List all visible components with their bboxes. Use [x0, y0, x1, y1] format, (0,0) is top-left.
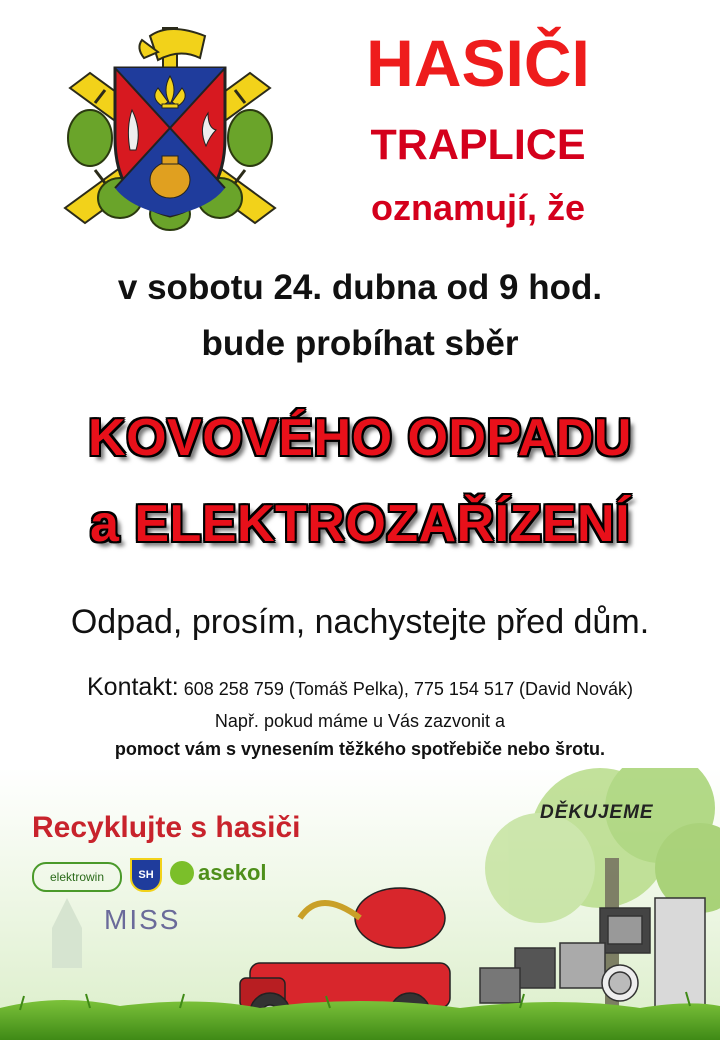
- coat-of-arms-emblem: [50, 18, 290, 233]
- miss-logo: [104, 904, 180, 936]
- event-description: bude probíhat sběr: [201, 324, 519, 363]
- elektrowin-logo-text: elektrowin: [49, 870, 105, 884]
- contact-line: [0, 672, 720, 704]
- event-date: v sobotu 24. dubna od 9 hod.: [117, 268, 603, 307]
- headline-line2: a ELEKTROZAŘÍZENÍ: [89, 495, 631, 553]
- page-title: HASIČI: [366, 26, 590, 100]
- elektrowin-logo: [32, 862, 122, 892]
- instruction-text: Odpad, prosím, nachystejte před dům.: [70, 603, 650, 641]
- sh-logo: [130, 858, 162, 892]
- asekol-logo-text: asekol: [198, 860, 267, 885]
- headline-line1: KOVOVÉHO ODPADU: [88, 409, 632, 467]
- miss-logo-text: MISS: [104, 904, 181, 935]
- page-subtitle: TRAPLICE: [370, 121, 586, 169]
- asekol-logo: [170, 860, 267, 886]
- contact-details: 608 258 759 (Tomáš Pelka), 775 154 517 (David Novák): [183, 679, 633, 699]
- asekol-icon: [170, 861, 194, 885]
- footer-slogan: Recyklujte s hasiči: [32, 811, 301, 844]
- sh-logo-text: SH: [138, 869, 154, 881]
- thanks-text: DĚKUJEME: [540, 802, 654, 823]
- contact-label: Kontakt:: [86, 673, 179, 701]
- page-tagline: oznamují, že: [370, 187, 586, 228]
- contact-note-bold: pomoct vám s vynesením těžkého spotřebiče nebo šrotu.: [114, 739, 606, 759]
- contact-note: Např. pokud máme u Vás zazvonit a: [214, 711, 506, 731]
